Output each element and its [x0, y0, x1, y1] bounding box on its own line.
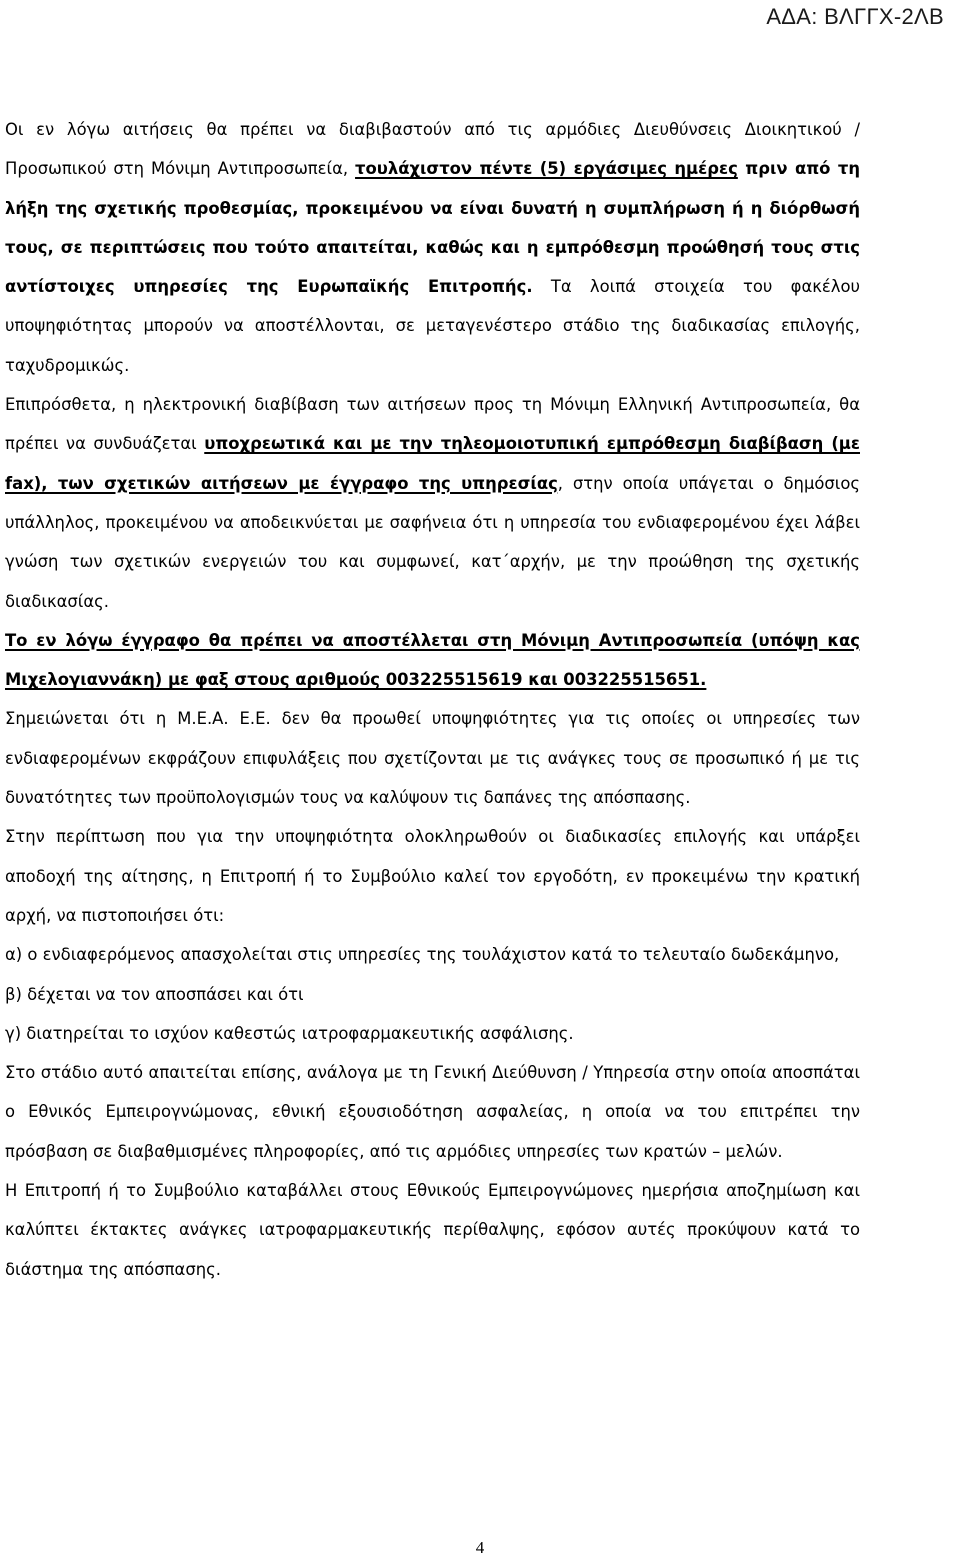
paragraph-text: , στην οποία υπάγεται ο δημόσιος υπάλληλος, προκειμένου να αποδεικνύεται με σαφήνεια ότι η υπηρεσία του ενδιαφερομένου έχει λάβει γνώση των σχετικών ενεργειών του και συμφωνεί, κατ΄αρχήν, με την προώθηση της σχετικής διαδικασίας. [5, 473, 860, 611]
list-item-a: α) ο ενδιαφερόμενος απασχολείται στις υπηρεσίες της τουλάχιστον κατά το τελευταίο δωδεκάμηνο, [5, 945, 840, 965]
paragraph-note: Σημειώνεται ότι η Μ.Ε.Α. Ε.Ε. δεν θα προωθεί υποψηφιότητες για τις οποίες οι υπηρεσίες των ενδιαφερομένων εκφράζουν επιφυλάξεις που σχετίζονται με τις ανάγκες τους σε προσωπικό ή με τις δυνατότητες των προϋπολογισμών τους να καλύψουν τις δαπάνες της απόσπασης. [5, 709, 860, 808]
page-number: 4 [475, 1538, 485, 1557]
ada-code: ΑΔΑ: ΒΛΓΓΧ-2ΛΒ [766, 4, 944, 29]
paragraph-acceptance: Στην περίπτωση που για την υποψηφιότητα ολοκληρωθούν οι διαδικασίες επιλογής και υπάρξει αποδοχή της αίτησης, η Επιτροπή ή το Συμβούλιο καλεί τον εργοδότη, εν προκειμένω την κρατική αρχή, να πιστοποιήσει ότι: [5, 827, 860, 925]
emphasis-deadline: τουλάχιστον πέντε (5) εργάσιμες ημέρες [355, 159, 738, 179]
paragraph-text: Τα λοιπά στοιχεία του φακέλου υποψηφιότητας μπορούν να αποστέλλονται, σε μεταγενέστερο στάδιο της διαδικασίας επιλογής, ταχυδρομικώς. [5, 277, 860, 375]
list-item-b: β) δέχεται να τον αποσπάσει και ότι [5, 984, 304, 1004]
paragraph-text: Επιπρόσθετα, η ηλεκτρονική διαβίβαση των αιτήσεων προς τη Μόνιμη Ελληνική Αντιπροσωπεία, θα πρέπει να συνδυάζεται [5, 395, 860, 454]
emphasis-fax-requirement: υποχρεωτικά και με την τηλεομοιοτυπική εμπρόθεσμη διαβίβαση (με fax), των σχετικών αιτήσεων με έγγραφο της υπηρεσίας [5, 434, 860, 493]
paragraph-text: Οι εν λόγω αιτήσεις θα πρέπει να διαβιβαστούν από τις αρμόδιες Διευθύνσεις Διοικητικού /Προσωπικού στη Μόνιμη Αντιπροσωπεία, [5, 120, 860, 179]
paragraph-security-clearance: Στο στάδιο αυτό απαιτείται επίσης, ανάλογα με τη Γενική Διεύθυνση / Υπηρεσία στην οποία αποσπάται ο Εθνικός Εμπειρογνώμονας, εθνική εξουσιοδότηση ασφαλείας, η οποία να του επιτρέπει την πρόσβαση σε διαβαθμισμένες πληροφορίες, από τις αρμόδιες υπηρεσίες των κρατών – μελών. [5, 1063, 860, 1161]
emphasis-bold: πριν από τη λήξη της σχετικής προθεσμίας, προκειμένου να είναι δυνατή η συμπλήρωση ή η διόρθωσή τους, σε περιπτώσεις που τούτο απαιτείται, καθώς και η εμπρόθεσμη προώθησή τους στις αντίστοιχες υπηρεσίες της Ευρωπαϊκής Επιτροπής. [5, 159, 861, 297]
paragraph-electronic-transmission [5, 385, 860, 621]
document-body [5, 110, 860, 1289]
paragraph-allowance: Η Επιτροπή ή το Συμβούλιο καταβάλλει στους Εθνικούς Εμπειρογνώμονες ημερήσια αποζημίωση και καλύπτει έκτακτες ανάγκες ιατροφαρμακευτικής περίθαλψης, εφόσον αυτές προκύψουν κατά το διάστημα της απόσπασης. [5, 1181, 860, 1279]
paragraph-fax-numbers: Το εν λόγω έγγραφο θα πρέπει να αποστέλλεται στη Μόνιμη Αντιπροσωπεία (υπόψη κας Μιχελογιαννάκη) με φαξ στους αριθμούς 003225515619 και 003225515651. [5, 630, 860, 690]
list-item-c: γ) διατηρείται το ισχύον καθεστώς ιατροφαρμακευτικής ασφάλισης. [5, 1023, 574, 1043]
paragraph-applications-forwarding [5, 110, 860, 385]
